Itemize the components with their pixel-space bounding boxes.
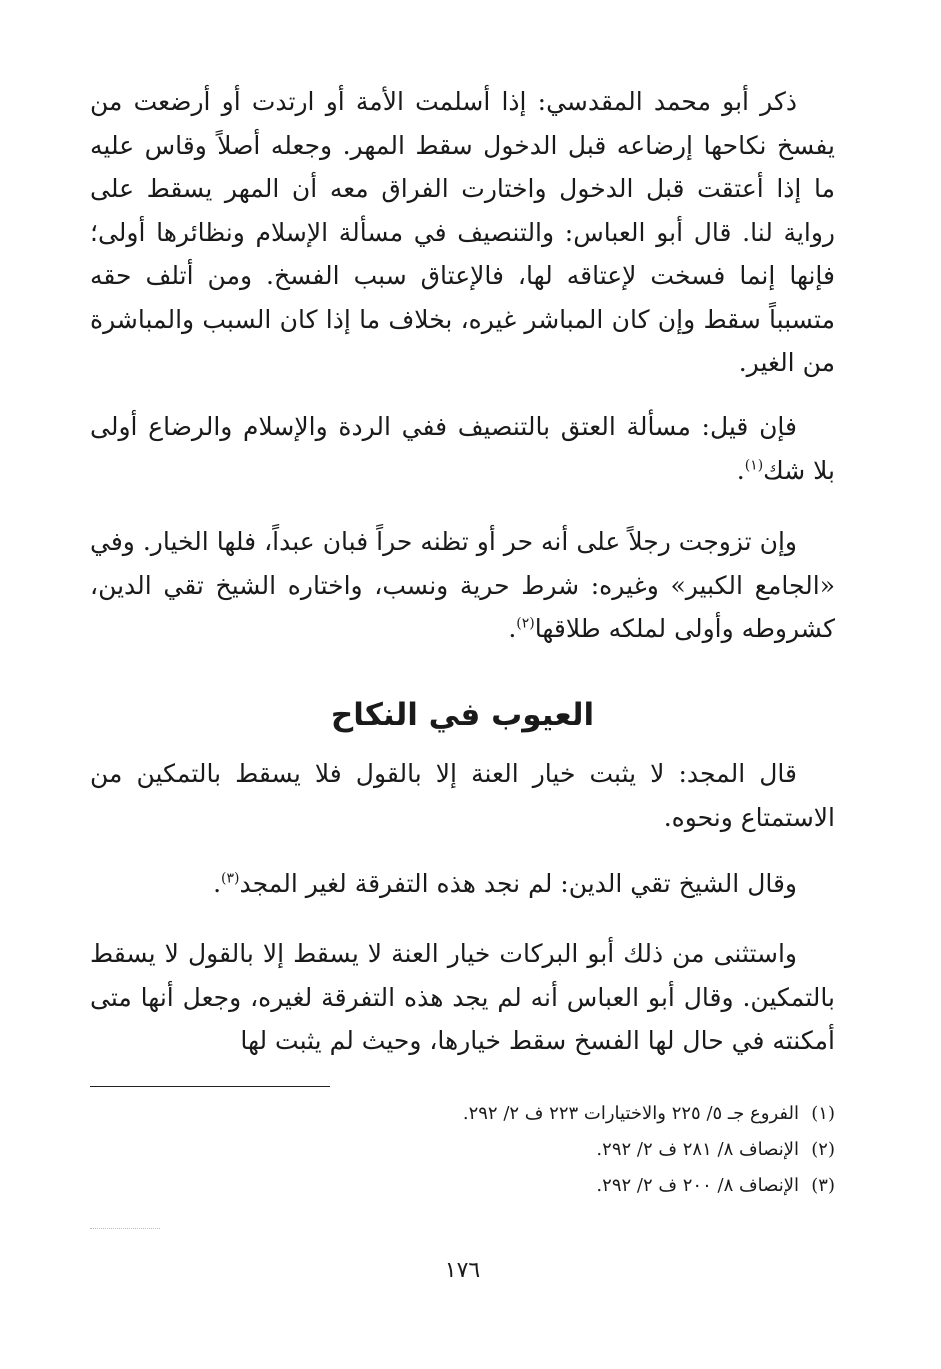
paragraph-1-text: ذكر أبو محمد المقدسي: إذا أسلمت الأمة أو ارتدت أو أرضعت من يفسخ نكاحها إرضاعه قبل الدخول سقط المهر. وجعله أصلاً وقاس عليه ما إذا أعتقت قبل الدخول واختارت الفراق معه أن المهر يسقط على رواية لنا. قال أبو العباس: والتنصيف في مسألة الإسلام ونظائرها أولى؛ فإنها إنما فسخت لإعتاقه لها، فالإعتاق سبب الفسخ. ومن أتلف حقه متسبباً سقط وإن كان المباشر غيره، بخلاف ما إذا كان السبب والمباشرة من الغير. — [90, 87, 835, 377]
section-heading: العيوب في النكاح — [330, 697, 595, 733]
paragraph-3-text: وإن تزوجت رجلاً على أنه حر أو تظنه حراً فبان عبداً، فلها الخيار. وفي «الجامع الكبير» وغيره: شرط حرية ونسب، واختاره الشيخ تقي الدين، كشروطه وأولى لملكه طلاقها — [90, 527, 835, 643]
footnote-item — [90, 1168, 835, 1204]
footnote-item — [90, 1096, 835, 1132]
footnote-text: الفروع جـ ٥/ ٢٢٥ والاختيارات ٢٢٣ ف ٢/ ٢٩٢. — [462, 1103, 799, 1124]
paragraph-5-text: وقال الشيخ تقي الدين: لم نجد هذه التفرقة لغير المجد — [239, 869, 797, 898]
paragraph-5-end: . — [213, 869, 222, 898]
footnote-ref-3: (٣) — [221, 870, 240, 887]
paragraph-2 — [90, 405, 835, 492]
paragraph-6-text: واستثنى من ذلك أبو البركات خيار العنة لا يسقط إلا بالقول لا يسقط بالتمكين. وقال أبو العباس أنه لم يجد هذه التفرقة لغيره، وجعل أنها متى أمكنته في حال لها الفسخ سقط خيارها، وحيث لم يثبت لها — [90, 939, 835, 1055]
scan-mark — [90, 1228, 160, 1232]
footnote-item — [90, 1132, 835, 1168]
paragraph-5 — [90, 862, 835, 906]
paragraph-3-end: . — [508, 614, 517, 643]
footnote-ref-1: (١) — [744, 457, 764, 474]
page-number: ١٧٦ — [444, 1258, 481, 1283]
paragraph-2-text: فإن قيل: مسألة العتق بالتنصيف ففي الردة والإسلام والرضاع أولى بلا شك — [90, 412, 835, 485]
paragraph-4-text: قال المجد: لا يثبت خيار العنة إلا بالقول فلا يسقط بالتمكين من الاستمتاع ونحوه. — [90, 759, 835, 832]
footnote-number: (٣) — [811, 1175, 835, 1196]
footnote-number: (٢) — [811, 1139, 835, 1160]
paragraph-3 — [90, 520, 835, 651]
footnote-text: الإنصاف ٨/ ٢٨١ ف ٢/ ٢٩٢. — [596, 1139, 799, 1160]
paragraph-6 — [90, 932, 835, 1063]
paragraph-2-end: . — [736, 455, 745, 485]
paragraph-4 — [90, 752, 835, 839]
footnote-number: (١) — [811, 1103, 835, 1124]
footnote-text: الإنصاف ٨/ ٢٠٠ ف ٢/ ٢٩٢. — [596, 1175, 799, 1196]
footnote-ref-2: (٢) — [516, 615, 535, 632]
paragraph-1 — [90, 80, 835, 385]
footnotes-list — [90, 1096, 835, 1204]
footnote-separator — [90, 1086, 330, 1087]
book-page — [90, 70, 835, 1330]
